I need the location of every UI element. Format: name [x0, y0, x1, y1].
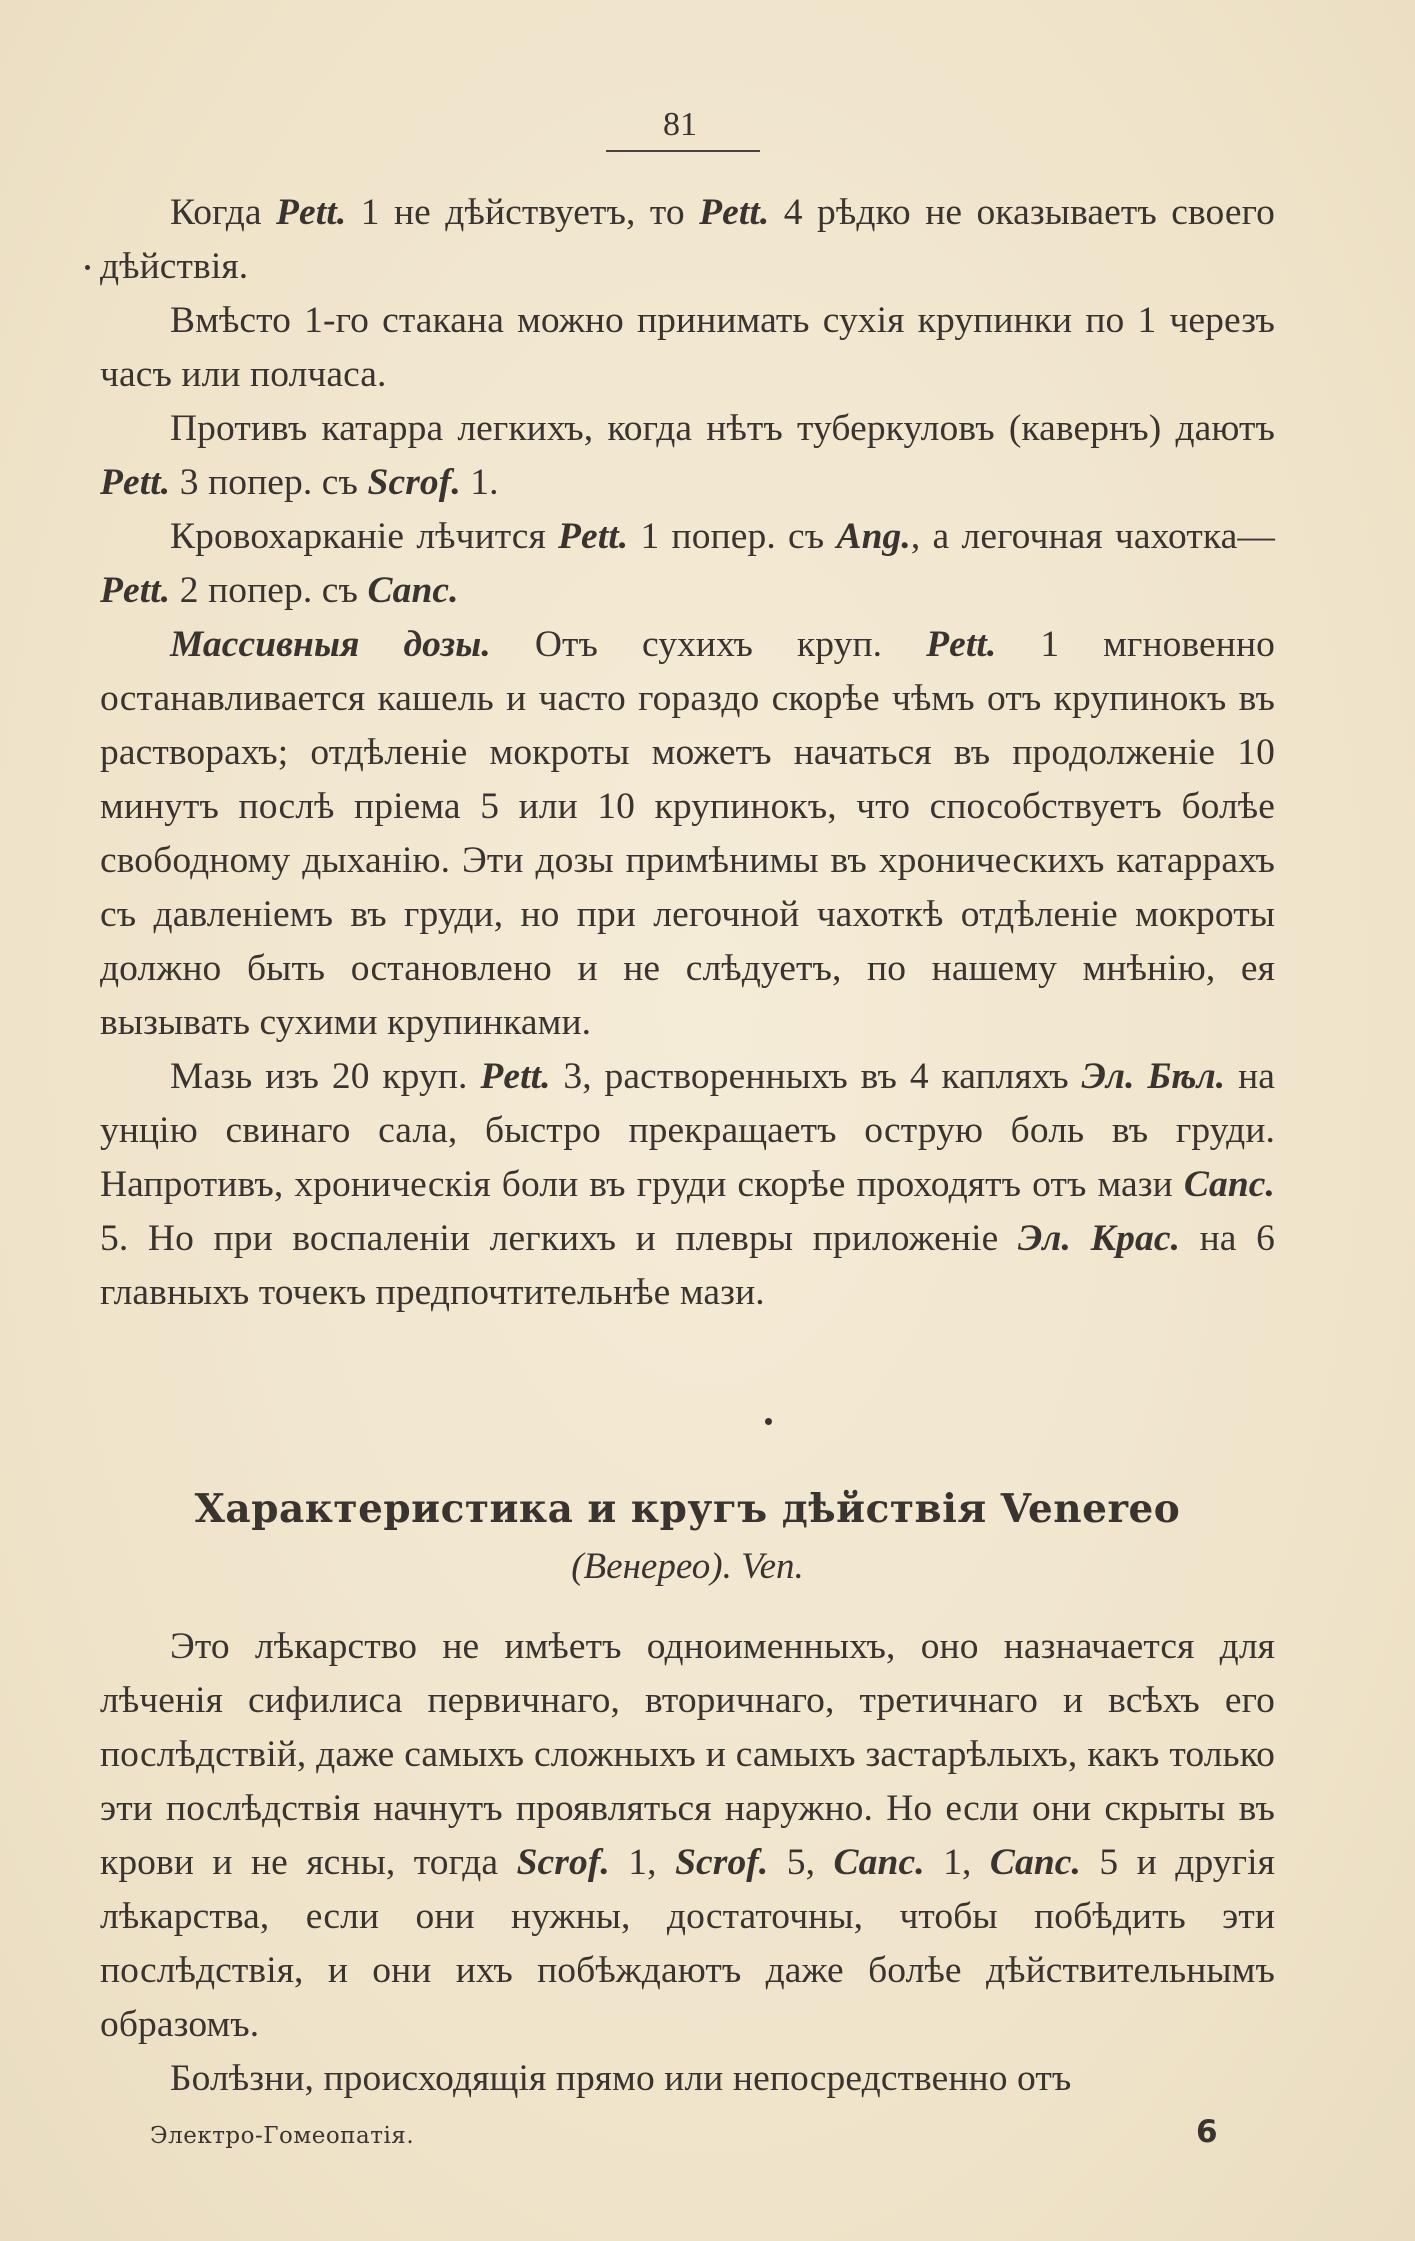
footer-sheet-number: 6 — [1196, 2114, 1218, 2150]
page-number: 81 — [663, 106, 697, 143]
paragraph — [100, 294, 1275, 402]
header-rule — [606, 150, 760, 152]
paragraph — [100, 402, 1275, 510]
text-run: Вмѣсто 1-го стакана можно принимать сухія крупинки по 1 черезъ часъ или полчаса. — [100, 300, 1275, 395]
remedy-abbreviation: Pett. — [100, 462, 171, 503]
remedy-abbreviation: Canc. — [989, 1842, 1081, 1883]
remedy-abbreviation: Массивныя дозы. — [170, 624, 491, 665]
text-run: 3 попер. съ — [170, 462, 368, 503]
remedy-abbreviation: Pett. — [558, 516, 629, 557]
text-run: 4 рѣдко не оказываетъ своего дѣйствія. — [100, 192, 1275, 287]
text-run: Кровохарканіе лѣчится — [170, 516, 559, 557]
margin-mark — [85, 265, 90, 270]
text-run: 5, — [768, 1842, 834, 1883]
remedy-abbreviation: Scrof. — [675, 1842, 769, 1883]
paragraph — [100, 2052, 1275, 2106]
remedy-abbreviation: Эл. Крас. — [1017, 1218, 1181, 1259]
text-run: Мазь изъ 20 круп. — [170, 1056, 481, 1097]
remedy-abbreviation: Pett. — [699, 192, 770, 233]
text-block-bottom — [100, 1620, 1275, 2106]
remedy-abbreviation: Canc. — [1183, 1164, 1275, 1205]
text-run: 5. Но при воспаленіи легкихъ и плевры приложеніе — [100, 1218, 1018, 1259]
remedy-abbreviation: Canc. — [367, 570, 459, 611]
text-run: 1 мгновенно останавливается кашель и часто гораздо скорѣе чѣмъ отъ крупинокъ въ растворахъ; отдѣленіе мокроты можетъ начаться въ продолженіе 10 минутъ послѣ пріема 5 или 10 крупинокъ, что способствуетъ болѣе свободному дыханію. Эти дозы примѣнимы въ хроническихъ катаррахъ съ давленіемъ въ груди, но при легочной чахоткѣ отдѣленіе мокроты должно быть остановлено и не слѣдуетъ, по нашему мнѣнію, ея вызывать сухими крупинками. — [100, 624, 1275, 1043]
remedy-abbreviation: Canc. — [833, 1842, 925, 1883]
text-run: 2 попер. съ — [170, 570, 368, 611]
section-subheading: (Венерео). Ven. — [571, 1546, 804, 1587]
text-run: 5 и другія лѣкарства, если они нужны, достаточны, чтобы побѣдить эти послѣдствія, и они ихъ побѣждаютъ даже болѣе дѣйствительнымъ образомъ. — [100, 1842, 1276, 2045]
paragraph — [100, 186, 1275, 294]
text-run: 1, — [924, 1842, 990, 1883]
remedy-abbreviation: Pett. — [480, 1056, 551, 1097]
text-run: Болѣзни, происходящія прямо или непосредственно отъ — [170, 2058, 1072, 2099]
text-run: Когда — [170, 192, 277, 233]
remedy-abbreviation: Ang. — [836, 516, 911, 557]
remedy-abbreviation: Pett. — [926, 624, 997, 665]
footer-signature: Электро-Гомеопатія. — [150, 2123, 415, 2149]
text-run: на 6 главныхъ точекъ предпочтительнѣе мази. — [100, 1218, 1275, 1313]
text-run: 1. — [460, 462, 499, 503]
text-block-top — [100, 186, 1275, 1320]
text-run: Противъ катарра легкихъ, когда нѣтъ туберкуловъ (кавернъ) даютъ — [170, 408, 1275, 449]
remedy-abbreviation: Pett. — [100, 570, 171, 611]
text-run: Отъ сухихъ круп. — [490, 624, 927, 665]
remedy-abbreviation: Scrof. — [516, 1842, 610, 1883]
paragraph — [100, 618, 1275, 1050]
text-run: 1, — [609, 1842, 676, 1883]
separator-dot — [765, 1418, 772, 1425]
text-run: , а легочная чахотка— — [910, 516, 1275, 557]
paragraph — [100, 1620, 1275, 2052]
remedy-abbreviation: Scrof. — [367, 462, 461, 503]
text-run: на унцію свинаго сала, быстро прекращаетъ острую боль въ груди. Напротивъ, хроническія боли въ груди скорѣе проходятъ отъ мази — [100, 1056, 1275, 1205]
text-run: 3, растворенныхъ въ 4 капляхъ — [550, 1056, 1082, 1097]
remedy-abbreviation: Эл. Бѣл. — [1081, 1056, 1226, 1097]
paragraph — [100, 1050, 1275, 1320]
section-heading: Характеристика и кругъ дѣйствія Venereo — [194, 1486, 1181, 1532]
remedy-abbreviation: Pett. — [276, 192, 347, 233]
paragraph — [100, 510, 1275, 618]
text-run: 1 не дѣйствуетъ, то — [346, 192, 700, 233]
text-run: 1 попер. съ — [628, 516, 837, 557]
text-run: Это лѣкарство не имѣетъ одноименныхъ, оно назначается для лѣченія сифилиса первичнаго, вторичнаго, третичнаго и всѣхъ его послѣдствій, даже самыхъ сложныхъ и самыхъ застарѣлыхъ, какъ только эти послѣдствія начнутъ проявляться наружно. Но если они скрыты въ крови и не ясны, тогда — [100, 1626, 1275, 1883]
